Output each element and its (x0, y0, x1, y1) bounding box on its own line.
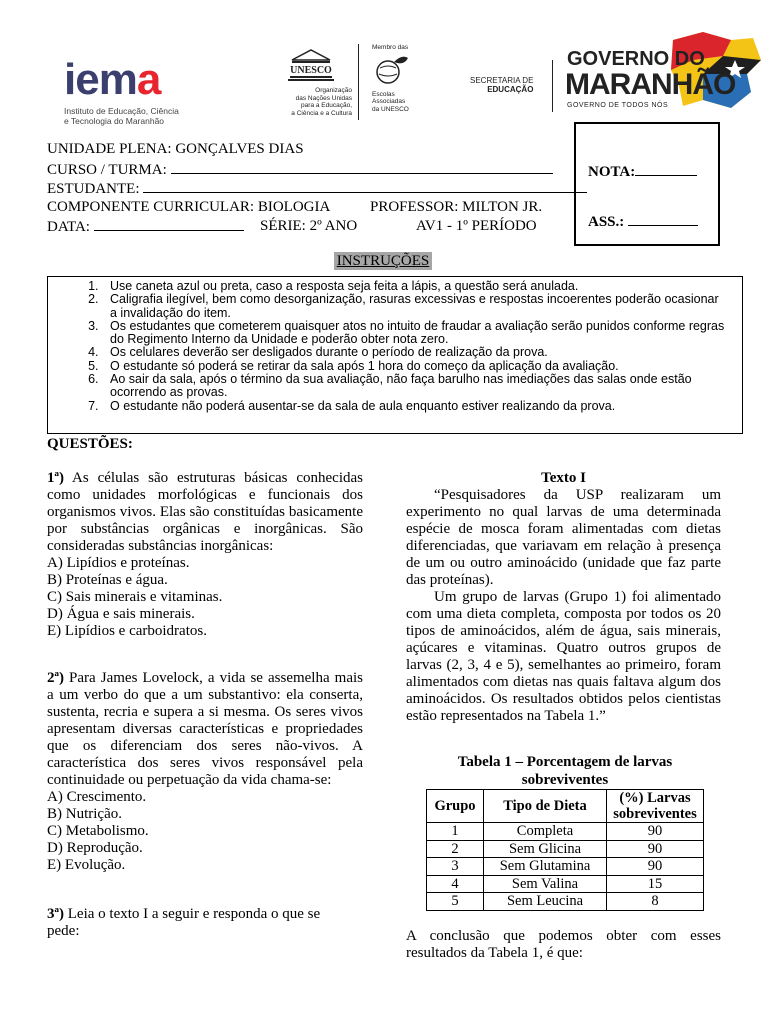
table-row (427, 893, 704, 911)
q2-option-c[interactable]: C) Metabolismo. (47, 823, 149, 839)
gov-line3: GOVERNO DE TODOS NÓS (567, 102, 669, 109)
ass-input[interactable] (628, 212, 698, 226)
table-header-larvas: (%) Larvas sobreviventes (607, 790, 704, 823)
ass-label: ASS.: (588, 214, 625, 230)
nota-label: NOTA: (588, 164, 636, 180)
q1-option-d[interactable]: D) Água e sais minerais. (47, 606, 195, 622)
estudante-label: ESTUDANTE: (47, 181, 140, 197)
table-cell: 2 (427, 840, 484, 858)
header-divider (358, 44, 359, 120)
escolas-top-text: Membro das (372, 44, 409, 51)
table-cell: 8 (607, 893, 704, 911)
table-row (427, 858, 704, 876)
header-divider-2 (552, 60, 553, 112)
data-label: DATA: (47, 219, 90, 235)
table-cell: Completa (484, 823, 607, 841)
q2-number: 2ª) (47, 670, 64, 686)
unesco-caption-4: a Ciência e a Cultura (291, 109, 352, 117)
table-cell: Sem Leucina (484, 893, 607, 911)
q2-option-d[interactable]: D) Reprodução. (47, 840, 143, 856)
q1-option-c[interactable]: C) Sais minerais e vitaminas. (47, 589, 223, 605)
unesco-caption-1: Organização (315, 87, 352, 94)
instruction-item: 6. Ao sair da sala, após o término da sua avaliação, não faça barulho nas imediações das salas onde estão ocorrendo as provas. (102, 373, 728, 400)
question-3 (47, 906, 337, 940)
table-1-title (440, 754, 690, 789)
escolas-caption-1: Escolas (372, 90, 395, 98)
avaliacao-field: AV1 - 1º PERÍODO (416, 218, 537, 234)
estudante-row (47, 179, 587, 198)
table-cell: 90 (607, 858, 704, 876)
instruction-item: 2. Caligrafia ilegível, bem como desorganização, rasuras excessivas e respostas incoerentes poderão ocasionar a invalidação do item. (102, 293, 728, 320)
curso-row (47, 160, 553, 179)
table-cell: 15 (607, 875, 704, 893)
unidade-field: UNIDADE PLENA: GONÇALVES DIAS (47, 141, 304, 157)
governo-maranhao-logo (563, 30, 763, 110)
table-cell: 1 (427, 823, 484, 841)
instruction-item: 7. O estudante não poderá ausentar-se da sala de aula enquanto estiver realizando da prova. (102, 400, 728, 413)
question-2 (47, 670, 363, 874)
nota-row (588, 162, 697, 181)
globe-leaf-icon (372, 52, 412, 86)
questions-heading: QUESTÕES: (47, 436, 133, 452)
unesco-wordmark: UNESCO (290, 65, 332, 76)
q2-option-b[interactable]: B) Nutrição. (47, 806, 122, 822)
instruction-item: 1. Use caneta azul ou preta, caso a resposta seja feita a lápis, a questão será anulada. (102, 280, 728, 293)
table-row (427, 840, 704, 858)
question-1 (47, 470, 363, 640)
data-row (47, 217, 244, 236)
unesco-caption-2: das Nações Unidas (295, 94, 352, 102)
unesco-caption-3: para a Educação, (301, 102, 352, 109)
ass-row (588, 212, 698, 231)
gov-line1: GOVERNO DO (567, 48, 705, 70)
table-1-title-line2: sobreviventes (521, 771, 609, 788)
curso-input[interactable] (171, 160, 553, 174)
q1-option-e[interactable]: E) Lipídios e carboidratos. (47, 623, 207, 639)
table-cell: 4 (427, 875, 484, 893)
instructions-box (47, 276, 743, 434)
data-input[interactable] (94, 217, 244, 231)
professor-field: PROFESSOR: MILTON JR. (370, 199, 543, 215)
iema-subtitle-2: e Tecnologia do Maranhão (64, 116, 165, 126)
table-1 (426, 789, 704, 911)
q2-option-a[interactable]: A) Crescimento. (47, 789, 147, 805)
escolas-caption-2: Associadas (372, 98, 406, 105)
instruction-item: 3. Os estudantes que cometerem quaisquer atos no intuito de fraudar a avaliação serão punidos conforme regras do Regimento Interno da Unidade e poderão obter nota zero. (102, 320, 728, 347)
instruction-item: 4. Os celulares deverão ser desligados durante o período de realização da prova. (102, 346, 728, 359)
table-row (427, 823, 704, 841)
table-1-title-line1: Tabela 1 – Porcentagem de larvas (457, 754, 673, 770)
instructions-list (48, 277, 742, 413)
estudante-input[interactable] (143, 179, 587, 193)
texto-1-paragraph-2: Um grupo de larvas (Grupo 1) foi alimentado com uma dieta completa, composta por todos os 20 tipos de aminoácidos, além de água, sais minerais, açúcares e vitaminas. Quatro outros grupos de larvas (2, 3, 4 e 5), semelhantes ao primeiro, foram alimentados com dietas nas quais faltava algum dos aminoácidos. Os resultados obtidos pelos cientistas estão representados na Tabela 1.” (406, 589, 721, 724)
conclusion-text: A conclusão que podemos obter com esses resultados da Tabela 1, é que: (406, 928, 721, 961)
nota-box (574, 122, 720, 246)
q1-number: 1ª) (47, 470, 64, 486)
iema-word-accent: a (136, 55, 161, 104)
q1-option-a[interactable]: A) Lipídios e proteínas. (47, 555, 190, 571)
q3-number: 3ª) (47, 906, 64, 922)
table-cell: 5 (427, 893, 484, 911)
instructions-title: INSTRUÇÕES (334, 252, 432, 270)
secretaria-line1: SECRETARIA DE (470, 76, 534, 85)
escolas-caption-3: da UNESCO (372, 105, 409, 113)
iema-logo (64, 55, 194, 128)
table-cell: 90 (607, 823, 704, 841)
serie-field: SÉRIE: 2º ANO (260, 218, 358, 234)
gov-line2: MARANHÃO (565, 68, 736, 101)
instruction-item: 5. O estudante só poderá se retirar da sala após 1 hora do começo da aplicação da avaliação. (102, 360, 728, 373)
table-cell: 3 (427, 858, 484, 876)
table-row (427, 875, 704, 893)
texto-1 (406, 470, 721, 725)
table-header-dieta: Tipo de Dieta (484, 790, 607, 823)
curso-label: CURSO / TURMA: (47, 162, 167, 178)
q1-text: As células são estruturas básicas conhecidas como unidades morfológicas e funcionais dos organismos vivos. Elas são constituídas basicamente por substâncias orgânicas e inorgânicas. São consideradas substâncias inorgânicas: (47, 470, 363, 554)
nota-input[interactable] (635, 162, 697, 176)
table-cell: Sem Glicina (484, 840, 607, 858)
unesco-logo (270, 48, 352, 118)
table-header-grupo: Grupo (427, 790, 484, 823)
q3-text: Leia o texto I a seguir e responda o que se pede: (47, 906, 321, 939)
q2-text: Para James Lovelock, a vida se assemelha mais a um verbo do que a um substantivo: ela conserta, sustenta, recria e supera a si mesma. Os seres vivos apresentam diversas características e propriedades que os diferenciam dos seres não-vivos. A característica dos seres vivos responsável pela continuidade ou perpetuação da vida chama-se: (47, 670, 364, 788)
componente-field: COMPONENTE CURRICULAR: BIOLOGIA (47, 199, 331, 215)
secretaria-line2: EDUCAÇÃO (487, 85, 534, 94)
q2-option-e[interactable]: E) Evolução. (47, 857, 126, 873)
table-cell: 90 (607, 840, 704, 858)
table-cell: Sem Glutamina (484, 858, 607, 876)
unesco-temple-icon (270, 48, 352, 82)
texto-1-paragraph-1: “Pesquisadores da USP realizaram um experimento no qual larvas de uma determinada espécie de mosca foram alimentadas com dietas diferenciadas, que variavam em relação à presença de um ou outro aminoácido (unidade que faz parte das proteínas). (406, 487, 721, 588)
texto-1-title: Texto I (541, 470, 586, 486)
secretaria-label (470, 76, 533, 94)
iema-subtitle-1: Instituto de Educação, Ciência (64, 106, 179, 116)
q1-option-b[interactable]: B) Proteínas e água. (47, 572, 168, 588)
table-cell: Sem Valina (484, 875, 607, 893)
escolas-unesco-logo (372, 44, 434, 116)
iema-word: iem (64, 55, 137, 104)
